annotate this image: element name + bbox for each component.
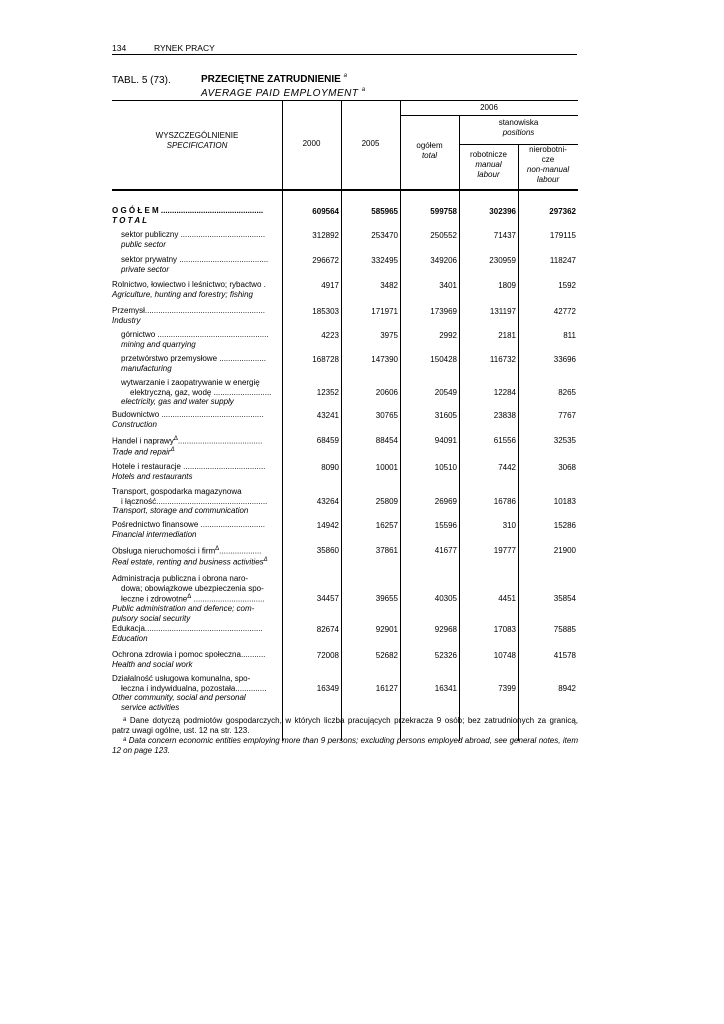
header-2006: 2006 [480, 103, 498, 112]
table-cell: 150428 [430, 355, 457, 364]
table-cell: 118247 [549, 256, 576, 265]
row-label: Pośrednictwo finansowe ............................. Financial intermediation [112, 520, 265, 539]
table-cell: 296672 [312, 256, 339, 265]
table-cell: 31605 [434, 411, 457, 420]
table-cell: 41578 [553, 651, 576, 660]
header-positions: stanowiska positions [498, 118, 539, 137]
table-cell: 82674 [316, 625, 339, 634]
table-cell: 21900 [553, 546, 576, 555]
table-cell: 35854 [553, 594, 576, 603]
row-label: Edukacja..................................................... Education [112, 624, 263, 643]
page-number: 134 [112, 43, 127, 53]
table-cell: 92901 [375, 625, 398, 634]
row-label: Działalność usługowa komunalna, spo- łeczna i indywidualna, pozostała.............. Other community, social and personal service activities [112, 674, 267, 712]
table-cell: 8090 [321, 463, 339, 472]
table-cell: 61556 [493, 436, 516, 445]
section-title: RYNEK PRACY [154, 43, 215, 53]
table-cell: 3975 [380, 331, 398, 340]
header-2005: 2005 [361, 139, 380, 148]
table-cell: 33696 [553, 355, 576, 364]
table-cell: 16341 [434, 684, 457, 693]
table-cell: 1592 [558, 281, 576, 290]
table-cell: 4223 [321, 331, 339, 340]
table-cell: 7767 [558, 411, 576, 420]
header-specification: WYSZCZEGÓLNIENIE SPECIFICATION [155, 131, 239, 150]
table-cell: 15286 [553, 521, 576, 530]
row-label: Hotele i restauracje ..................................... Hotels and restaurants [112, 462, 266, 481]
table-cell: 72008 [316, 651, 339, 660]
row-label: sektor prywatny ........................................ private sector [121, 255, 269, 274]
employment-table [112, 100, 578, 741]
row-label: Obsługa nieruchomości i firm$^\Delta$................... Real estate, renting and business activities$^\Delta$ [112, 546, 268, 567]
table-title-pl: PRZECIĘTNE ZATRUDNIENIE $^a$ [201, 73, 347, 85]
table-cell: 42772 [553, 307, 576, 316]
table-cell: 68459 [316, 436, 339, 445]
running-header [112, 41, 577, 55]
table-cell: 250552 [430, 231, 457, 240]
row-label: Rolnictwo, łowiectwo i leśnictwo; rybactwo . Agriculture, hunting and forestry; fishing [112, 280, 266, 299]
table-cell: 10001 [375, 463, 398, 472]
table-cell: 8942 [558, 684, 576, 693]
table-cell: 230959 [489, 256, 516, 265]
table-cell: 71437 [493, 231, 516, 240]
table-title-en: AVERAGE PAID EMPLOYMENT $^a$ [201, 87, 366, 99]
row-label: przetwórstwo przemysłowe ..................... manufacturing [121, 354, 266, 373]
row-label: wytwarzanie i zaopatrywanie w energię elektryczną, gaz, wodę .......................... electricity, gas and water supply [121, 378, 272, 406]
table-cell: 12284 [493, 388, 516, 397]
table-cell: 39655 [375, 594, 398, 603]
table-cell: 14942 [316, 521, 339, 530]
row-label: O G Ó Ł E M .............................................. T O T A L [112, 206, 264, 225]
table-cell: 7399 [498, 684, 516, 693]
table-cell: 131197 [489, 307, 516, 316]
table-cell: 30765 [375, 411, 398, 420]
table-cell: 40305 [434, 594, 457, 603]
table-id: TABL. 5 (73). [112, 75, 171, 86]
header-2000: 2000 [302, 139, 321, 148]
table-cell: 3401 [439, 281, 457, 290]
row-label: Budownictwo .............................................. Construction [112, 410, 264, 429]
row-label: Handel i naprawy$^\Delta$...................................... Trade and repair$^\Delta$ [112, 436, 263, 457]
table-cell: 609564 [312, 207, 339, 216]
header-nonmanual: nierobotni-cze non-manual labour [526, 145, 570, 184]
table-cell: 7442 [498, 463, 516, 472]
table-cell: 2992 [439, 331, 457, 340]
row-label: Ochrona zdrowia i pomoc społeczna........... Health and social work [112, 650, 266, 669]
table-cell: 4917 [321, 281, 339, 290]
table-cell: 92968 [434, 625, 457, 634]
footnote-en: $^a$ Data concern economic entities employing more than 9 persons; excluding persons employed abroad, see general notes, item 12 on page 123. [112, 736, 578, 755]
table-cell: 168728 [312, 355, 339, 364]
table-cell: 10510 [434, 463, 457, 472]
table-cell: 15596 [434, 521, 457, 530]
row-label: Przemysł...................................................... Industry [112, 306, 265, 325]
table-cell: 25809 [375, 497, 398, 506]
row-label: górnictwo .................................................. mining and quarrying [121, 330, 269, 349]
header-total: ogółem total [416, 141, 443, 160]
table-cell: 147390 [371, 355, 398, 364]
table-cell: 2181 [498, 331, 516, 340]
table-cell: 310 [502, 521, 516, 530]
table-cell: 173969 [430, 307, 457, 316]
row-label: Transport, gospodarka magazynowa i łączność.................................................. Transport, storage and communication [112, 487, 268, 515]
table-cell: 185303 [312, 307, 339, 316]
table-cell: 32535 [553, 436, 576, 445]
table-cell: 4451 [498, 594, 516, 603]
row-label: sektor publiczny ...................................... public sector [121, 230, 266, 249]
table-cell: 302396 [489, 207, 516, 216]
table-cell: 297362 [549, 207, 576, 216]
table-cell: 19777 [493, 546, 516, 555]
table-cell: 3482 [380, 281, 398, 290]
table-cell: 16257 [375, 521, 398, 530]
table-cell: 52682 [375, 651, 398, 660]
table-cell: 34457 [316, 594, 339, 603]
table-cell: 171971 [371, 307, 398, 316]
table-cell: 12352 [316, 388, 339, 397]
row-label: Administracja publiczna i obrona naro- dowa; obowiązkowe ubezpieczenia spo- łeczne i zdrowotne$^\Delta$ ................................ Public administration and defence; com- pulsory social security [112, 574, 265, 623]
table-cell: 75885 [553, 625, 576, 634]
table-cell: 88454 [375, 436, 398, 445]
footnote-pl: $^a$ Dane dotyczą podmiotów gospodarczych, w których liczba pracujących przekracza 9 osób; bez zatrudnionych za granicą, patrz uwagi ogólne, ust. 12 na str. 123. [112, 716, 578, 735]
table-cell: 16127 [375, 684, 398, 693]
table-cell: 43264 [316, 497, 339, 506]
footnotes [112, 716, 578, 756]
table-cell: 312892 [312, 231, 339, 240]
table-cell: 17083 [493, 625, 516, 634]
table-cell: 94091 [434, 436, 457, 445]
table-cell: 10183 [553, 497, 576, 506]
table-cell: 349206 [430, 256, 457, 265]
table-cell: 20549 [434, 388, 457, 397]
table-cell: 16349 [316, 684, 339, 693]
table-cell: 16786 [493, 497, 516, 506]
table-cell: 3068 [558, 463, 576, 472]
table-cell: 43241 [316, 411, 339, 420]
table-cell: 1809 [498, 281, 516, 290]
header-manual: robotnicze manual labour [470, 150, 507, 179]
table-cell: 37861 [375, 546, 398, 555]
table-cell: 35860 [316, 546, 339, 555]
table-cell: 23838 [493, 411, 516, 420]
table-cell: 253470 [371, 231, 398, 240]
table-cell: 585965 [371, 207, 398, 216]
table-cell: 811 [563, 331, 576, 340]
table-cell: 116732 [489, 355, 516, 364]
table-cell: 179115 [549, 231, 576, 240]
table-cell: 599758 [430, 207, 457, 216]
table-cell: 20606 [375, 388, 398, 397]
table-cell: 332495 [371, 256, 398, 265]
table-cell: 52326 [434, 651, 457, 660]
table-cell: 8265 [558, 388, 576, 397]
table-cell: 26969 [434, 497, 457, 506]
table-cell: 41677 [434, 546, 457, 555]
table-cell: 10748 [493, 651, 516, 660]
